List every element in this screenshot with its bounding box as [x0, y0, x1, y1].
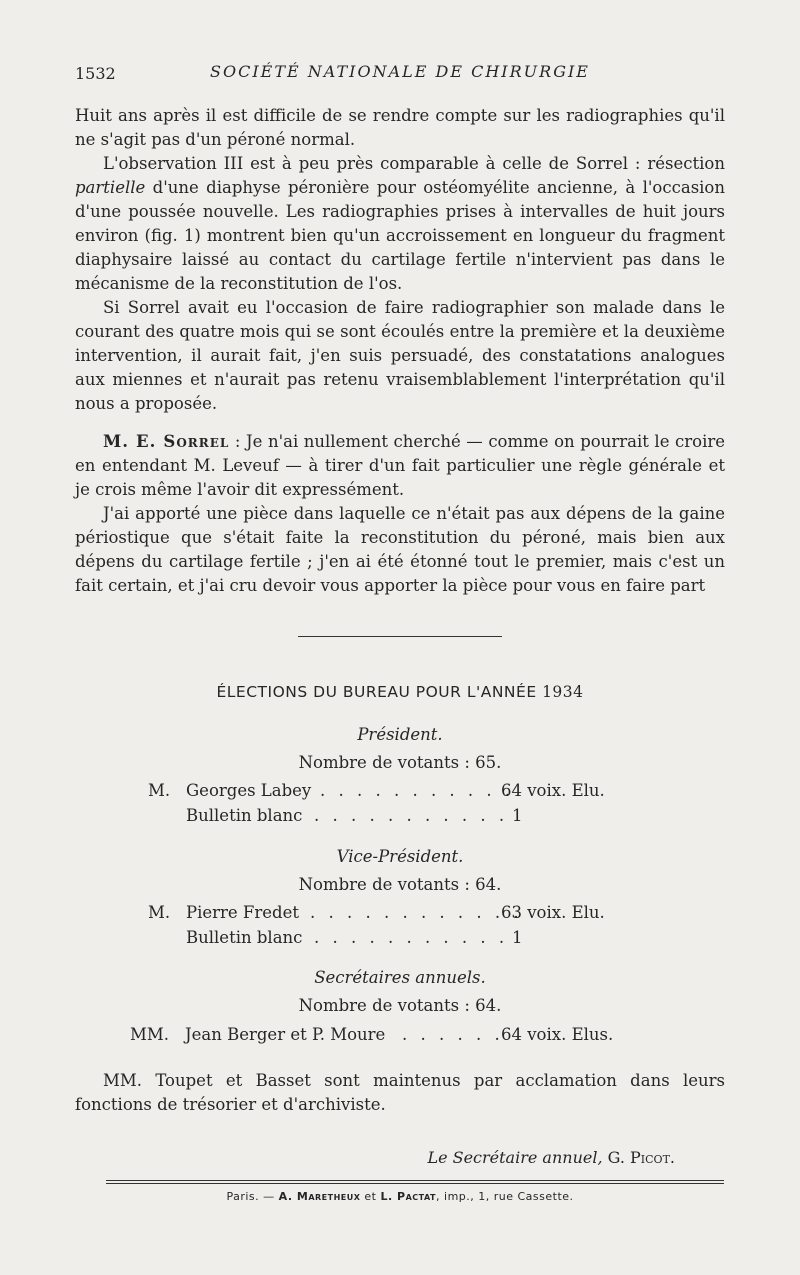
vote-row: MM. Jean Berger et P. Moure . . . . . . 64 voix. Elus.	[130, 1025, 614, 1044]
closing-paragraph: MM. Toupet et Basset sont maintenus par acclamation dans leurs fonctions de trésorier et d'archiviste.	[75, 1071, 725, 1114]
paragraph-3: Si Sorrel avait eu l'occasion de faire radiographier son malade dans le courant des quatre mois qui se sont écoulés entre la première et la deuxième intervention, il aurait fait, j'en suis persuadé, des constatations analogues aux miennes et n'aurait pas retenu vraisemblablement l'interprétation qu'il nous a proposée.	[75, 298, 725, 413]
paragraph-5: J'ai apporté une pièce dans laquelle ce n'était pas aux dépens de la gaine périostique que s'était faite la reconstitution du péroné, mais bien aux dépens du cartilage fertile ; j'en ai été étonné tout le premier, mais c'est un fait certain, et j'ai cru devoir vous apporter la pièce pour vous en faire part	[75, 504, 725, 595]
sorrel-reply	[75, 430, 725, 598]
paragraph-2: L'observation III est à peu près comparable à celle de Sorrel : résection partielle d'une diaphyse péronière pour ostéomyélite ancienne, à l'occasion d'une poussée nouvelle. Les radiographies prises à intervalles de huit jours environ (fig. 1) montrent bien qu'un accroissement en longueur du fragment diaphysaire laissé au contact du cartilage fertile n'intervient pas dans le mécanisme de la reconstitution de l'os.	[75, 154, 725, 293]
discussion-text	[75, 104, 725, 416]
italic-word: partielle	[75, 178, 146, 197]
president-vote-count: Nombre de votants : 65.	[298, 753, 502, 772]
signature-name: G. Picot.	[607, 1148, 675, 1167]
journal-title: SOCIÉTÉ NATIONALE DE CHIRURGIE	[210, 62, 590, 81]
section-divider	[298, 636, 502, 637]
elections-title: ÉLECTIONS DU BUREAU POUR L'ANNÉE 1934	[216, 683, 584, 701]
vote-row: M. Georges Labey . . . . . . . . . . . 64 voix. Elu.	[148, 781, 605, 800]
president-heading: Président.	[357, 725, 443, 744]
page-header	[75, 62, 725, 88]
secretaries-heading: Secrétaires annuels.	[314, 968, 486, 987]
printer-imprint: Paris. — A. Maretheux et L. Pactat, imp., 1, rue Cassette.	[226, 1190, 574, 1203]
secretaries-vote-count: Nombre de votants : 64.	[298, 996, 502, 1015]
paragraph-4: M. E. Sorrel : Je n'ai nullement cherché — comme on pourrait le croire en entendant M. Leveuf — à tirer d'un fait particulier une règle générale et je crois même l'avoir dit expressément.	[75, 432, 725, 499]
signature-role: Le Secrétaire annuel,	[427, 1148, 603, 1167]
vice-president-heading: Vice-Président.	[336, 847, 464, 866]
vote-row: Bulletin blanc . . . . . . . . . . . 1	[186, 806, 523, 825]
signature	[75, 1148, 675, 1167]
speaker-name: M. E. Sorrel	[103, 432, 230, 451]
vice-president-vote-count: Nombre de votants : 64.	[298, 875, 502, 894]
page-number: 1532	[75, 64, 116, 83]
vote-row: Bulletin blanc . . . . . . . . . . . 1	[186, 928, 523, 947]
footer-rule-bottom	[106, 1183, 724, 1184]
vote-row: M. Pierre Fredet . . . . . . . . . . . . 63 voix. Elu.	[148, 903, 605, 922]
footer-rule-top	[106, 1180, 724, 1181]
paragraph-1: Huit ans après il est difficile de se rendre compte sur les radiographies qu'il ne s'agit pas d'un péroné normal.	[75, 106, 725, 149]
